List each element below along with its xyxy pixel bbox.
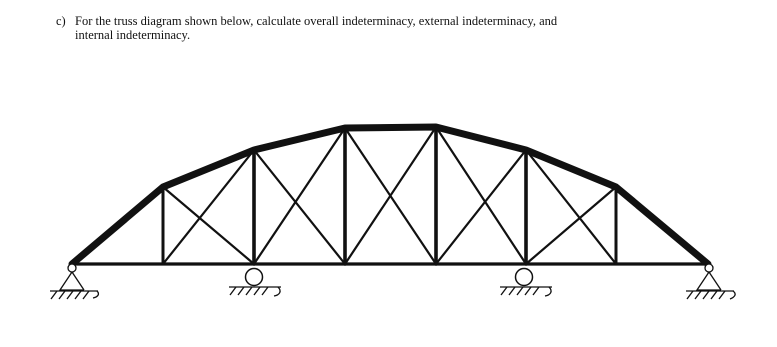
diagonal-member <box>163 187 254 264</box>
truss-members <box>72 127 708 264</box>
roller-support-right <box>500 269 552 297</box>
pin-support-left <box>50 264 98 299</box>
pin-support-right <box>686 264 735 299</box>
diagonal-member <box>254 150 345 264</box>
question-label: c) <box>56 14 66 28</box>
diagonal-member <box>526 187 616 264</box>
question-text-line-2: internal indeterminacy. <box>75 28 191 42</box>
question-text-line-1: For the truss diagram shown below, calculate overall indeterminacy, external indeterminacy, and <box>75 14 558 28</box>
diagonal-member <box>436 150 526 264</box>
roller-support-left <box>229 269 281 297</box>
